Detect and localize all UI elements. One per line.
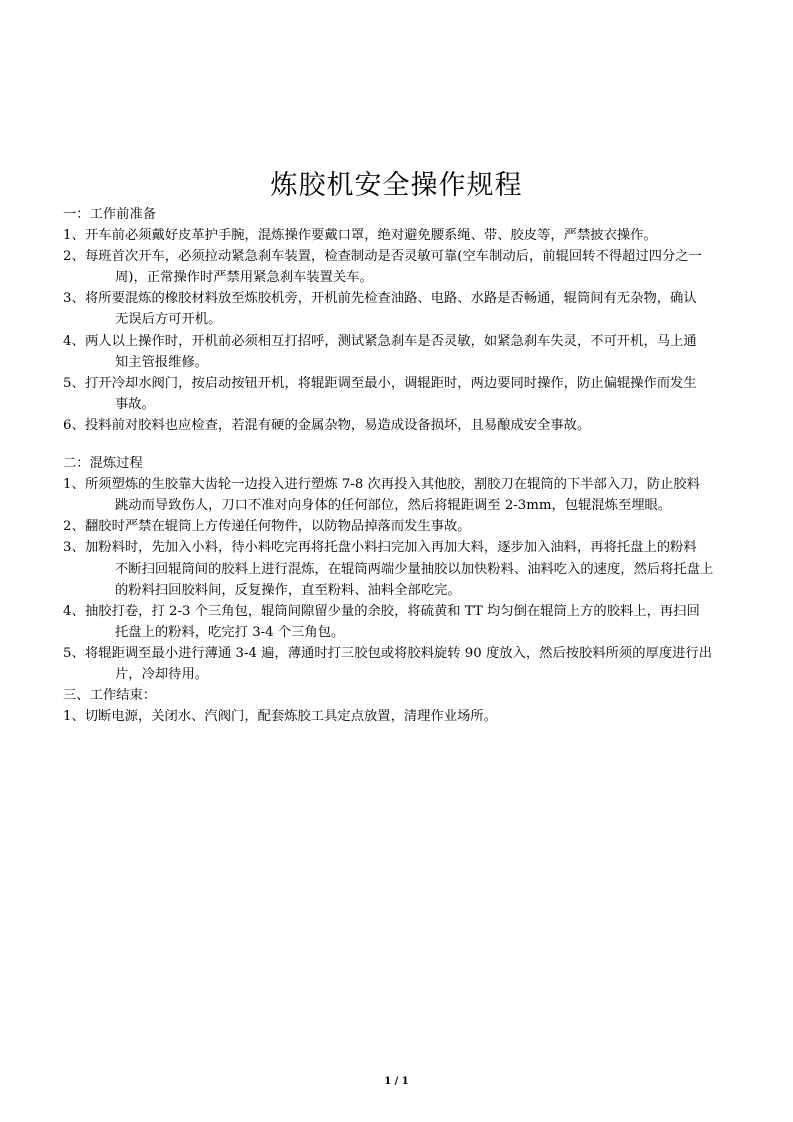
item-number: 5、 xyxy=(63,375,85,391)
item-number: 5、 xyxy=(63,645,85,661)
item-line: 抽胶打卷，打 2-3 个三角包，辊筒间隙留少量的余胶，将硫黄和 TT 均匀倒在辊筒上方的胶料上，再扫回 xyxy=(85,603,700,619)
section-preparation xyxy=(63,204,743,436)
page-number: 1 / 1 xyxy=(384,1076,409,1087)
section-mixing xyxy=(63,453,743,685)
item-continuation: 知主管报维修。 xyxy=(115,354,209,370)
list-item xyxy=(63,225,743,246)
item-text xyxy=(85,643,743,685)
item-text xyxy=(85,474,743,516)
item-text xyxy=(85,415,743,436)
list-item xyxy=(63,643,743,685)
item-line: 将所要混炼的橡胶材料放至炼胶机旁，开机前先检查油路、电路、水路是否畅通，辊筒间有无杂物，确认 xyxy=(85,291,697,307)
item-continuation: 周)，正常操作时严禁用紧急刹车装置关车。 xyxy=(115,270,373,286)
list-item xyxy=(63,537,743,600)
item-line: 两人以上操作时，开机前必须相互打招呼，测试紧急刹车是否灵敏，如紧急刹车失灵，不可开机，马上通 xyxy=(85,333,697,349)
item-number: 1、 xyxy=(63,228,85,244)
document-title: 炼胶机安全操作规程 xyxy=(270,170,523,201)
list-item xyxy=(63,415,743,436)
item-number: 1、 xyxy=(63,477,85,493)
item-continuation: 托盘上的粉料，吃完打 3-4 个三角包。 xyxy=(115,624,345,640)
item-continuation: 的粉料扫回胶料间，反复操作，直至粉料、油料全部吃完。 xyxy=(115,582,461,598)
item-line: 翻胶时严禁在辊筒上方传递任何物件，以防物品掉落而发生事故。 xyxy=(85,519,471,535)
section-heading: 一：工作前准备 xyxy=(63,207,157,222)
item-continuation: 跳动而导致伤人，刀口不准对向身体的任何部位，然后将辊距调至 2-3mm，包辊混炼至埋眼。 xyxy=(115,498,672,514)
item-text xyxy=(85,537,743,600)
section-end-of-work xyxy=(63,685,743,727)
item-continuation: 事故。 xyxy=(115,396,155,412)
item-text xyxy=(85,288,743,330)
item-line: 投料前对胶料也应检查，若混有硬的金属杂物，易造成设备损坏，且易酿成安全事故。 xyxy=(85,417,591,433)
item-continuation: 无误后方可开机。 xyxy=(115,312,222,328)
item-number: 2、 xyxy=(63,249,85,265)
item-text xyxy=(85,225,743,246)
item-line: 每班首次开车，必须拉动紧急刹车装置，检查制动是否灵敏可靠(空车制动后，前辊回转不得超过四分之一 xyxy=(85,249,702,265)
item-continuation: 片，冷却待用。 xyxy=(115,666,209,682)
item-number: 4、 xyxy=(63,603,85,619)
item-number: 2、 xyxy=(63,519,85,535)
list-item xyxy=(63,246,743,288)
section-heading: 二：混炼过程 xyxy=(63,456,143,472)
item-text xyxy=(85,601,743,643)
item-line: 所须塑炼的生胶靠大齿轮一边投入进行塑炼 7-8 次再投入其他胶，割胶刀在辊筒的下半部入刀，防止胶料 xyxy=(85,477,700,493)
item-continuation: 不断扫回辊筒间的胶料上进行混炼，在辊筒两端少量抽胶以加快粉料、油料吃入的速度，然后将托盘上 xyxy=(115,561,714,577)
item-number: 3、 xyxy=(63,291,85,307)
list-item xyxy=(63,288,743,330)
item-number: 6、 xyxy=(63,417,85,433)
list-item xyxy=(63,601,743,643)
item-text xyxy=(85,373,743,415)
item-number: 3、 xyxy=(63,540,85,556)
list-item xyxy=(63,373,743,415)
section-heading: 三、工作结束： xyxy=(63,688,157,704)
item-text xyxy=(85,331,743,373)
item-text xyxy=(85,246,743,288)
section-spacer xyxy=(63,436,743,453)
item-text xyxy=(85,516,743,537)
item-line: 加粉料时，先加入小料，待小料吃完再将托盘小料扫完加入再加大料，逐步加入油料，再将托盘上的粉料 xyxy=(85,540,697,556)
item-line: 打开冷却水阀门，按启动按钮开机，将辊距调至最小，调辊距时，两边要同时操作，防止偏辊操作而发生 xyxy=(85,375,697,391)
item-number: 4、 xyxy=(63,333,85,349)
plain-item: 1、切断电源，关闭水、汽阀门，配套炼胶工具定点放置，清理作业场所。 xyxy=(63,709,497,725)
item-line: 开车前必须戴好皮革护手腕，混炼操作要戴口罩，绝对避免腰系绳、带、胶皮等，严禁披衣操作。 xyxy=(85,228,657,244)
list-item xyxy=(63,331,743,373)
document-body xyxy=(63,204,743,727)
item-line: 将辊距调至最小进行薄通 3-4 遍，薄通时打三胶包或将胶料旋转 90 度放入，然后按胶料所须的厚度进行出 xyxy=(85,645,713,661)
list-item xyxy=(63,516,743,537)
list-item xyxy=(63,474,743,516)
